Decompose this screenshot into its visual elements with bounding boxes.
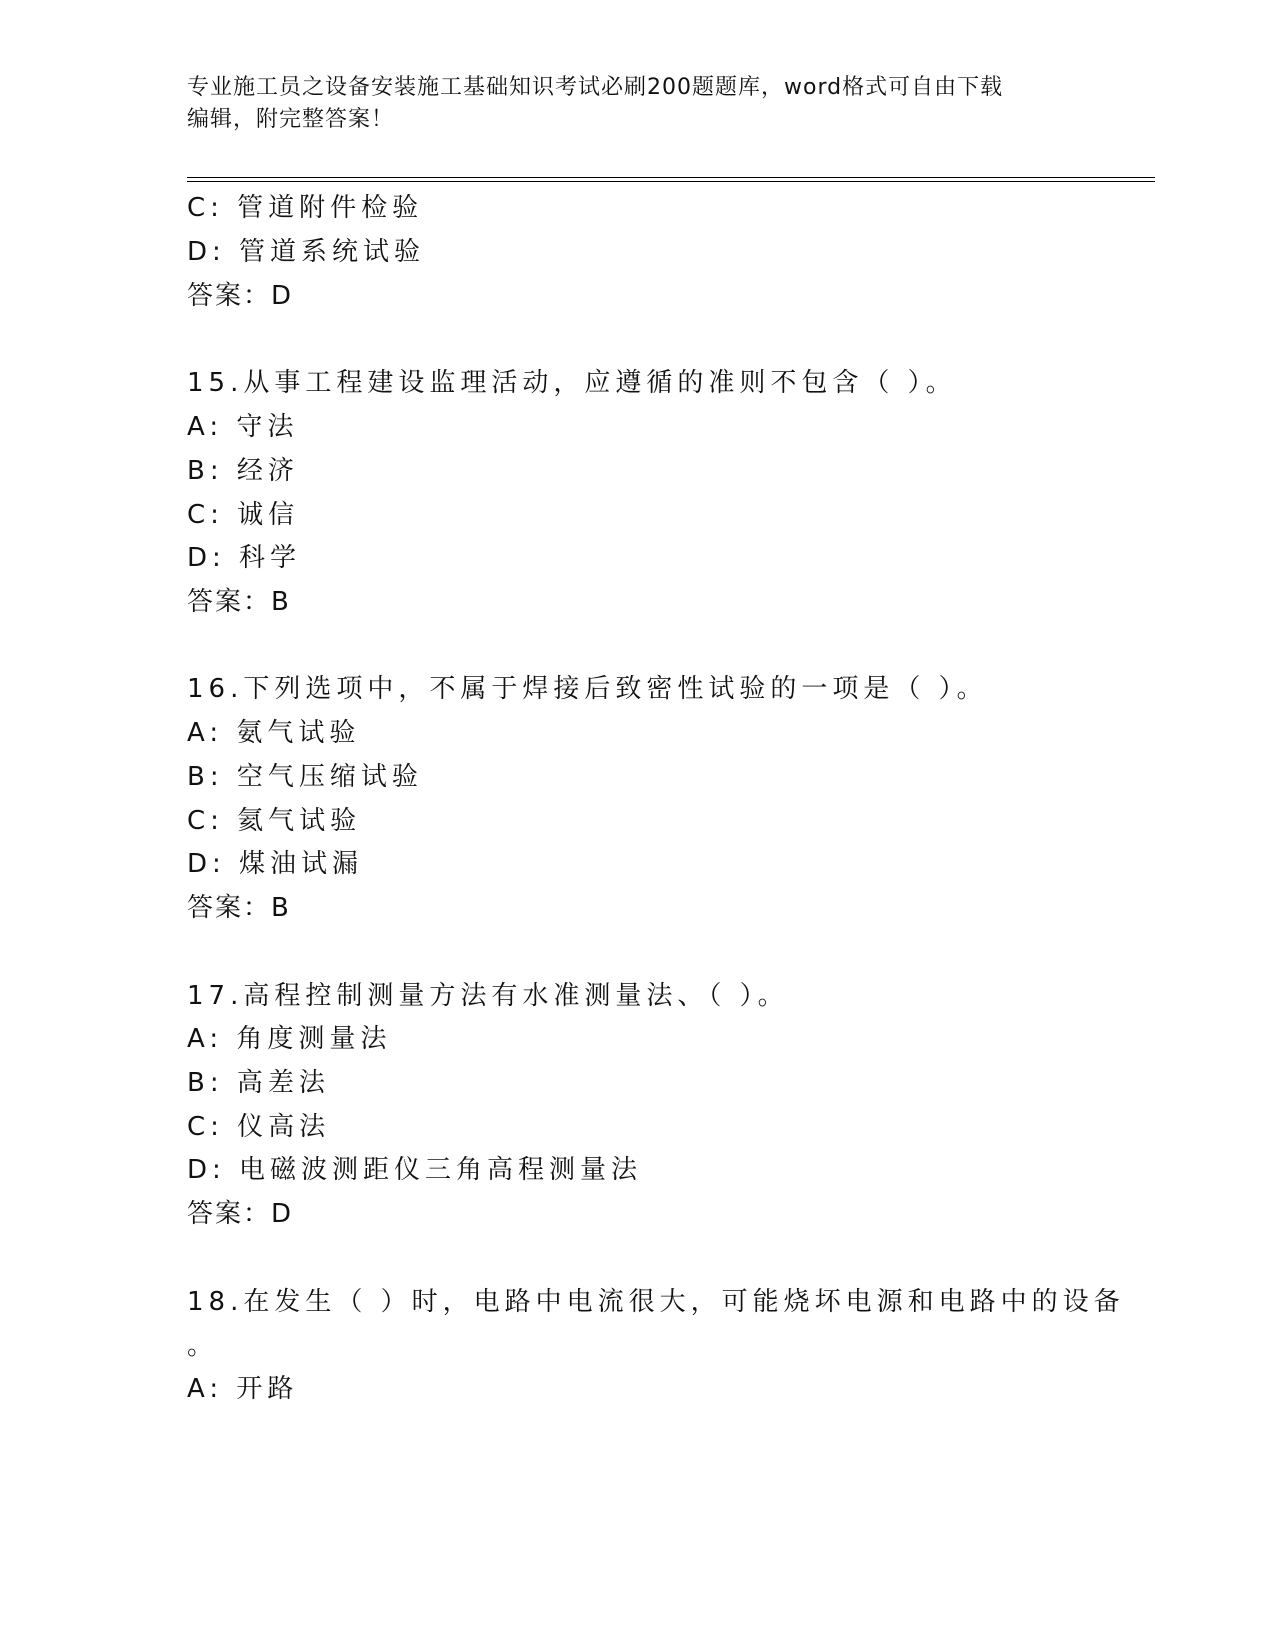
option-17-b: B: 高差法 [187,1068,330,1098]
question-17-stem: 17.高程控制测量方法有水准测量法、（ ）。 [187,981,789,1011]
option-16-a: A: 氨气试验 [187,718,361,748]
question-15-stem: 15.从事工程建设监理活动，应遵循的准则不包含（ ）。 [187,368,957,398]
option-16-b: B: 空气压缩试验 [187,762,423,792]
question-18-stem: 18.在发生（ ）时，电路中电流很大，可能烧坏电源和电路中的设备 [187,1287,1125,1317]
option-14-d: D: 管道系统试验 [187,237,426,267]
header-line-2: 编辑，附完整答案！ [187,107,395,132]
question-16-stem: 16.下列选项中，不属于焊接后致密性试验的一项是（ ）。 [187,674,988,704]
document-header [187,72,1087,136]
option-16-d: D: 煤油试漏 [187,849,364,879]
option-16-c: C: 氦气试验 [187,806,362,836]
option-18-a: A: 开路 [187,1374,299,1404]
option-17-d: D: 电磁波测距仪三角高程测量法 [187,1155,643,1185]
option-15-b: B: 经济 [187,456,299,486]
option-15-d: D: 科学 [187,543,302,573]
option-17-c: C: 仪高法 [187,1112,331,1142]
answer-15: 答案：B [187,587,291,617]
header-line-1: 专业施工员之设备安装施工基础知识考试必刷200题题库，word格式可自由下载 [187,75,1004,100]
question-18-stem-cont: 。 [187,1331,219,1361]
header-divider-top [187,177,1155,178]
answer-14: 答案：D [187,281,294,311]
answer-16: 答案：B [187,893,291,923]
header-divider-bottom [187,181,1155,182]
answer-17: 答案：D [187,1199,294,1229]
option-15-a: A: 守法 [187,412,299,442]
option-14-c: C: 管道附件检验 [187,193,424,223]
option-17-a: A: 角度测量法 [187,1024,392,1054]
option-15-c: C: 诚信 [187,500,300,530]
